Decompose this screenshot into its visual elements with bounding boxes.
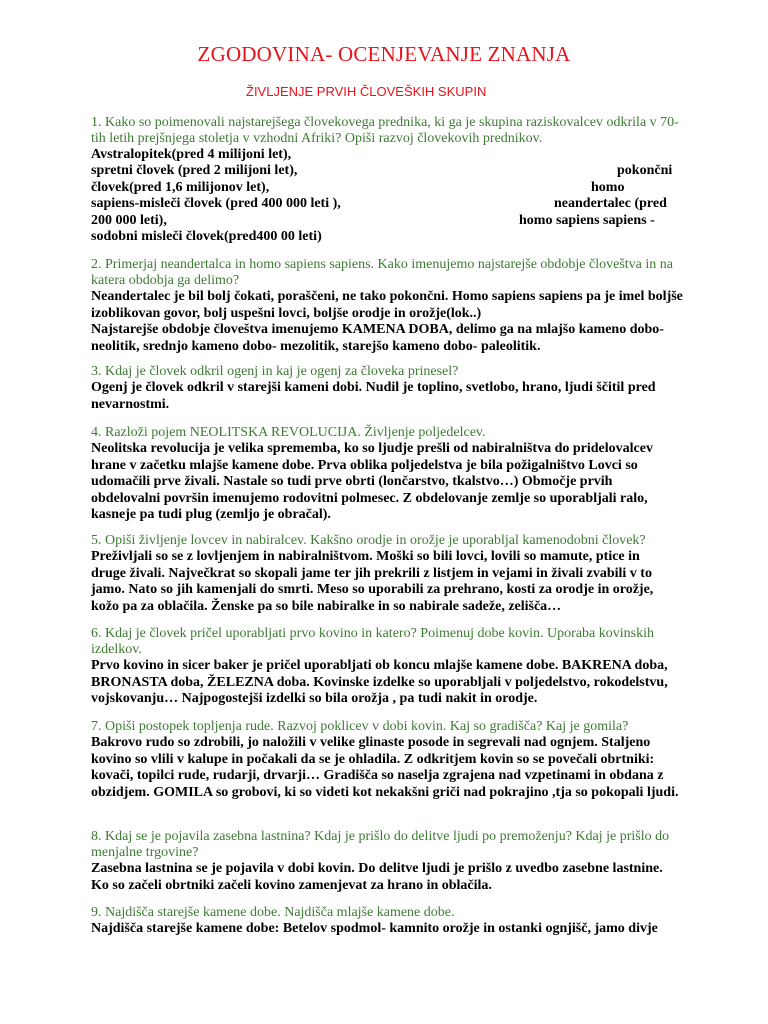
question-3: 3. Kdaj je človek odkril ogenj in kaj je ogenj za človeka prinesel?: [91, 364, 459, 379]
answer-1-line-6: sodobni misleči človek(pred400 00 leti): [91, 229, 322, 244]
answer-1-line-3a: človek(pred 1,6 milijonov let),: [91, 180, 270, 195]
answer-5: Preživljali so se z lovljenjem in nabiralništvom. Moški so bili lovci, lovili so mamute, ptice in druge živali. Največkrat so skopali jame ter jih prekrili z listjem in vejami in živali zvabili v to jamo. Nato so jih kamenjali do smrti. Meso so uporabili za prehrano, kosti za orodje in orožje, kožo pa za oblačila. Ženske pa so bile nabiralke in so nabirale sadeže, zelišča…: [91, 549, 654, 614]
document-subtitle: ŽIVLJENJE PRVIH ČLOVEŠKIH SKUPIN: [246, 84, 487, 99]
answer-6: Prvo kovino in sicer baker je pričel uporabljati ob koncu mlajše kamene dobe. BAKRENA doba, BRONASTA doba, ŽELEZNA doba. Kovinske izdelke so uporabljali v poljedelstvo, rokodelstvu, vojskovanju… Najpogostejši izdelki so bila orožja , pa tudi nakit in orodje.: [91, 658, 668, 707]
answer-1-line-1: Avstralopitek(pred 4 milijoni let),: [91, 147, 292, 162]
answer-1-line-4a: sapiens-misleči človek (pred 400 000 leti ),: [91, 196, 341, 211]
question-1: 1. Kako so poimenovali najstarejšega človekovega prednika, ki ga je skupina raziskovalcev odkrila v 70-tih letih prejšnjega stoletja v vzhodni Afriki? Opiši razvoj človekovih prednikov.: [91, 115, 679, 146]
question-4: 4. Razloži pojem NEOLITSKA REVOLUCIJA. Življenje poljedelcev.: [91, 425, 486, 440]
answer-2-paragraph-2: Najstarejše obdobje človeštva imenujemo KAMENA DOBA, delimo ga na mlajšo kameno dobo- neolitik, srednjo kameno dobo- mezolitik, starejšo kameno dobo- paleolitik.: [91, 322, 664, 354]
question-2: 2. Primerjaj neandertalca in homo sapiens sapiens. Kako imenujemo najstarejše obdobje človeštva in na katera obdobja ga delimo?: [91, 257, 673, 288]
answer-1-line-5b: homo sapiens sapiens -: [519, 213, 655, 228]
answer-7: Bakrovo rudo so zdrobili, jo naložili v velike glinaste posode in segrevali nad ognjem. Staljeno kovino so vlili v kalupe in počakali da se je ohladila. Z odkritjem kovin so se povečali obrtniki: kovači, topilci rude, rudarji, drvarji… Gradišča so naselja zgrajena nad vzpetinami in obdana z obzidjem. GOMILA so grobovi, ki so videti kot nekakšni griči nad pokrajino ,tja so pokopali ljudi.: [91, 735, 679, 800]
answer-1-line-3b: homo: [591, 180, 625, 195]
document-title: ZGODOVINA- OCENJEVANJE ZNANJA: [197, 42, 571, 66]
answer-3: Ogenj je človek odkril v starejši kameni dobi. Nudil je toplino, svetlobo, hrano, ljudi ščitil pred nevarnostmi.: [91, 380, 656, 412]
question-5: 5. Opiši življenje lovcev in nabiralcev. Kakšno orodje in orožje je uporabljal kamenodobni človek?: [91, 533, 646, 548]
answer-1-line-5a: 200 000 leti),: [91, 213, 167, 228]
answer-4: Neolitska revolucija je velika sprememba, ko so ljudje prešli od nabiralništva do pridelovalcev hrane v začetku mlajše kamene dobe. Prva oblika poljedelstva je bila požigalništvo Lovci so udomačili prve živali. Nastale so tudi prve obrti (lončarstvo, tkalstvo…) Območje prvih obdelovalni površin imenujemo rodovitni polmesec. Z obdelovanje zemlje so uporabljali ralo, kasneje pa tudi plug (zemljo je obračal).: [91, 441, 653, 523]
answer-2-paragraph-1: Neandertalec je bil bolj čokati, poraščeni, ne tako pokončni. Homo sapiens sapiens pa je imel boljše izoblikovan govor, bolj uspešni lovci, boljše orodje in orožje(lok..): [91, 289, 683, 321]
answer-1-line-4b: neandertalec (pred: [554, 196, 667, 211]
answer-1-line-2a: spretni človek (pred 2 milijoni let),: [91, 163, 298, 178]
answer-1-line-2b: pokončni: [617, 163, 673, 178]
answer-8: Zasebna lastnina se je pojavila v dobi kovin. Do delitve ljudi je prišlo z uvedbo zasebne lastnine. Ko so začeli obrtniki začeli kovino zamenjevat za hrano in oblačila.: [91, 861, 663, 893]
question-9: 9. Najdišča starejše kamene dobe. Najdišča mlajše kamene dobe.: [91, 905, 455, 920]
question-6: 6. Kdaj je človek pričel uporabljati prvo kovino in katero? Poimenuj dobe kovin. Uporaba kovinskih izdelkov.: [91, 626, 654, 657]
answer-2: [91, 289, 685, 355]
question-7: 7. Opiši postopek topljenja rude. Razvoj poklicev v dobi kovin. Kaj so gradišča? Kaj je gomila?: [91, 719, 629, 734]
answer-9: Najdišča starejše kamene dobe: Betelov spodmol- kamnito orožje in ostanki ognjišč, jamo divje: [91, 921, 658, 936]
question-8: 8. Kdaj se je pojavila zasebna lastnina? Kdaj je prišlo do delitve ljudi po premoženju? Kdaj je prišlo do menjalne trgovine?: [91, 829, 670, 860]
